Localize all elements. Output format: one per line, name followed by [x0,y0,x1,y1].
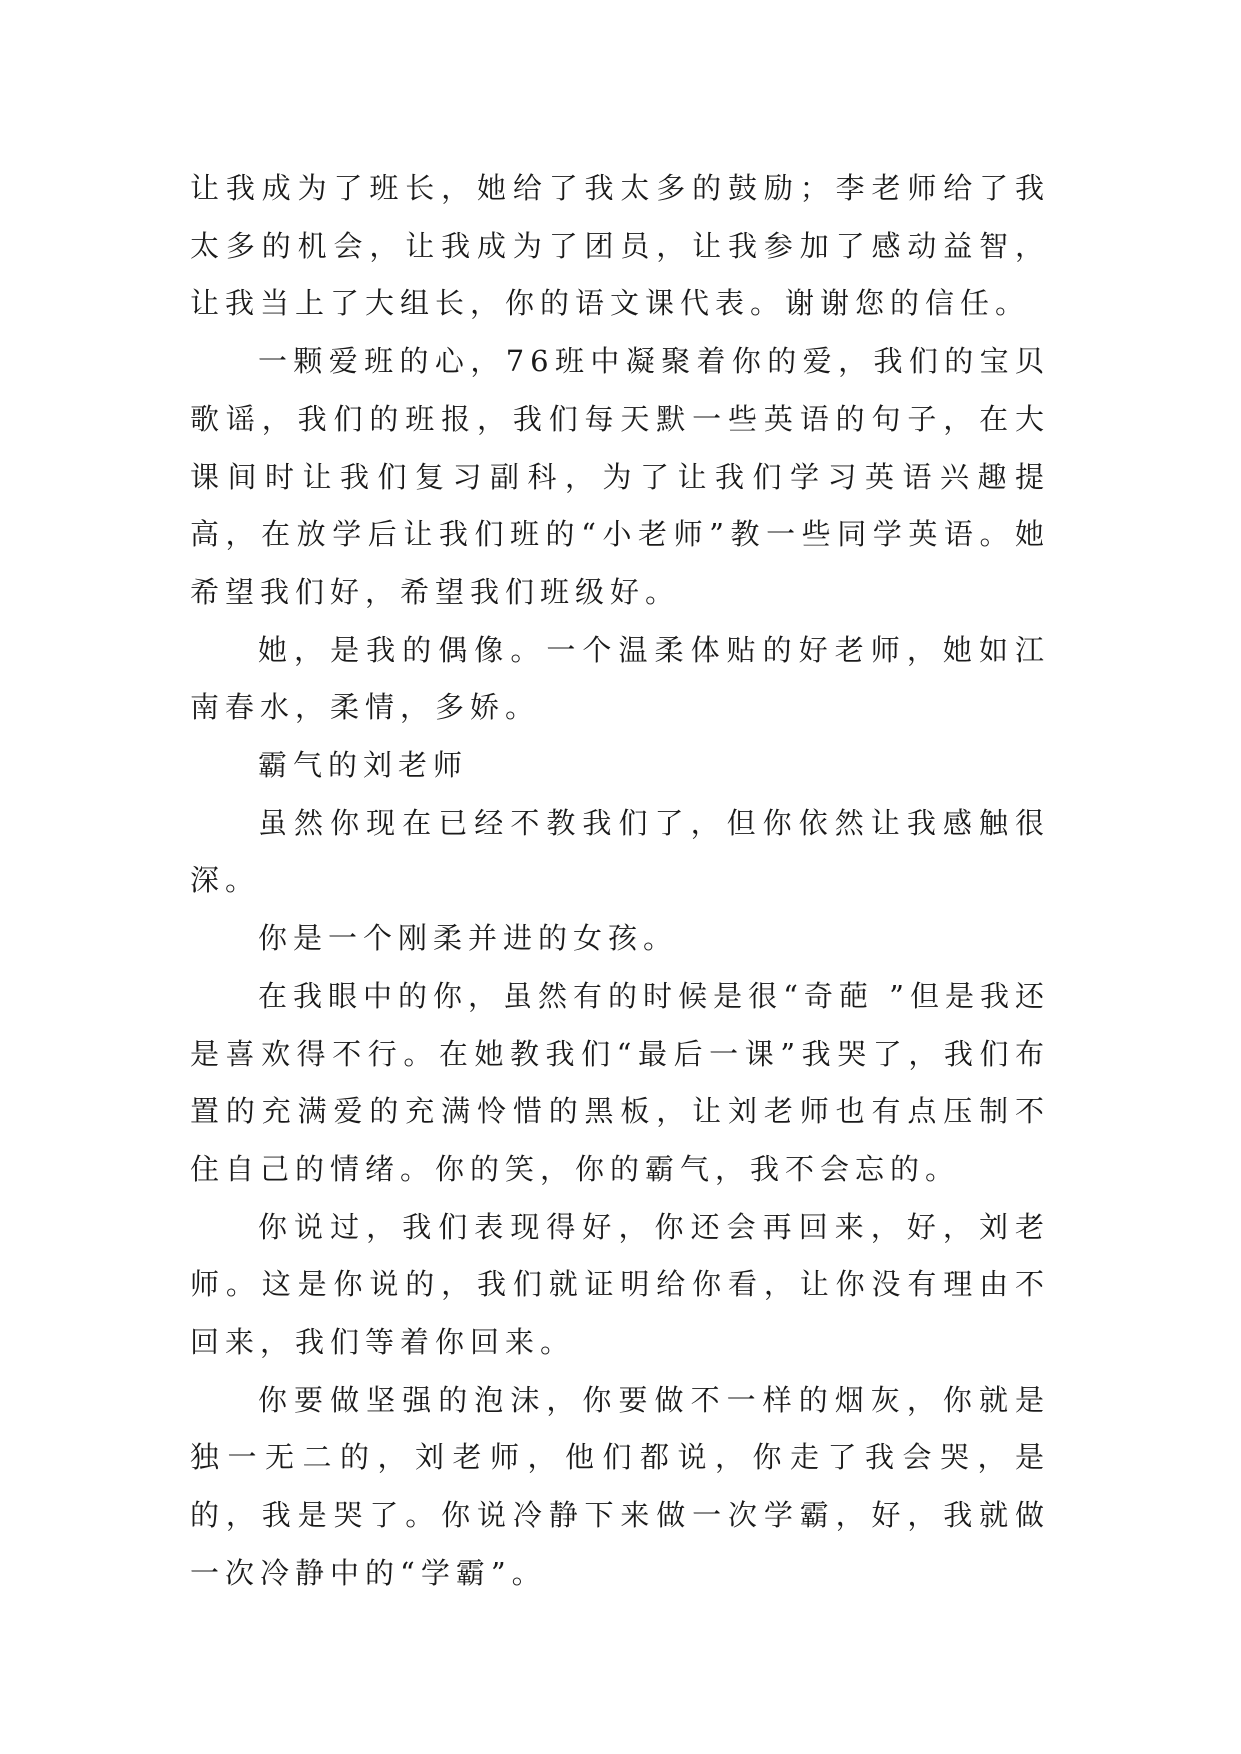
paragraph-3: 她，是我的偶像。一个温柔体贴的好老师，她如江南春水，柔情，多娇。 [190,632,1050,725]
paragraph-5: 虽然你现在已经不教我们了，但你依然让我感触很深。 [190,805,1050,898]
paragraph-8: 你说过，我们表现得好，你还会再回来，好，刘老师。这是你说的，我们就证明给你看，让你没有理由不回来，我们等着你回来。 [190,1209,1050,1360]
paragraph-9: 你要做坚强的泡沫，你要做不一样的烟灰，你就是独一无二的，刘老师，他们都说，你走了我会哭，是的，我是哭了。你说冷静下来做一次学霸，好，我就做一次冷静中的“学霸”。 [190,1382,1050,1590]
paragraph-2: 一颗爱班的心，76班中凝聚着你的爱，我们的宝贝歌谣，我们的班报，我们每天默一些英语的句子，在大课间时让我们复习副科，为了让我们学习英语兴趣提高，在放学后让我们班的“小老师”教一些同学英语。她希望我们好，希望我们班级好。 [190,344,1050,609]
section-heading: 霸气的刘老师 [258,748,469,783]
paragraph-1: 让我成为了班长，她给了我太多的鼓励；李老师给了我太多的机会，让我成为了团员，让我参加了感动益智，让我当上了大组长，你的语文课代表。谢谢您的信任。 [190,171,1050,321]
paragraph-7: 在我眼中的你，虽然有的时候是很“奇葩 ”但是我还是喜欢得不行。在她教我们“最后一课”我哭了，我们布置的充满爱的充满怜惜的黑板，让刘老师也有点压制不住自己的情绪。你的笑，你的霸气，我不会忘的。 [190,978,1050,1186]
paragraph-6: 你是一个刚柔并进的女孩。 [258,921,679,956]
document-body [190,160,1050,1603]
